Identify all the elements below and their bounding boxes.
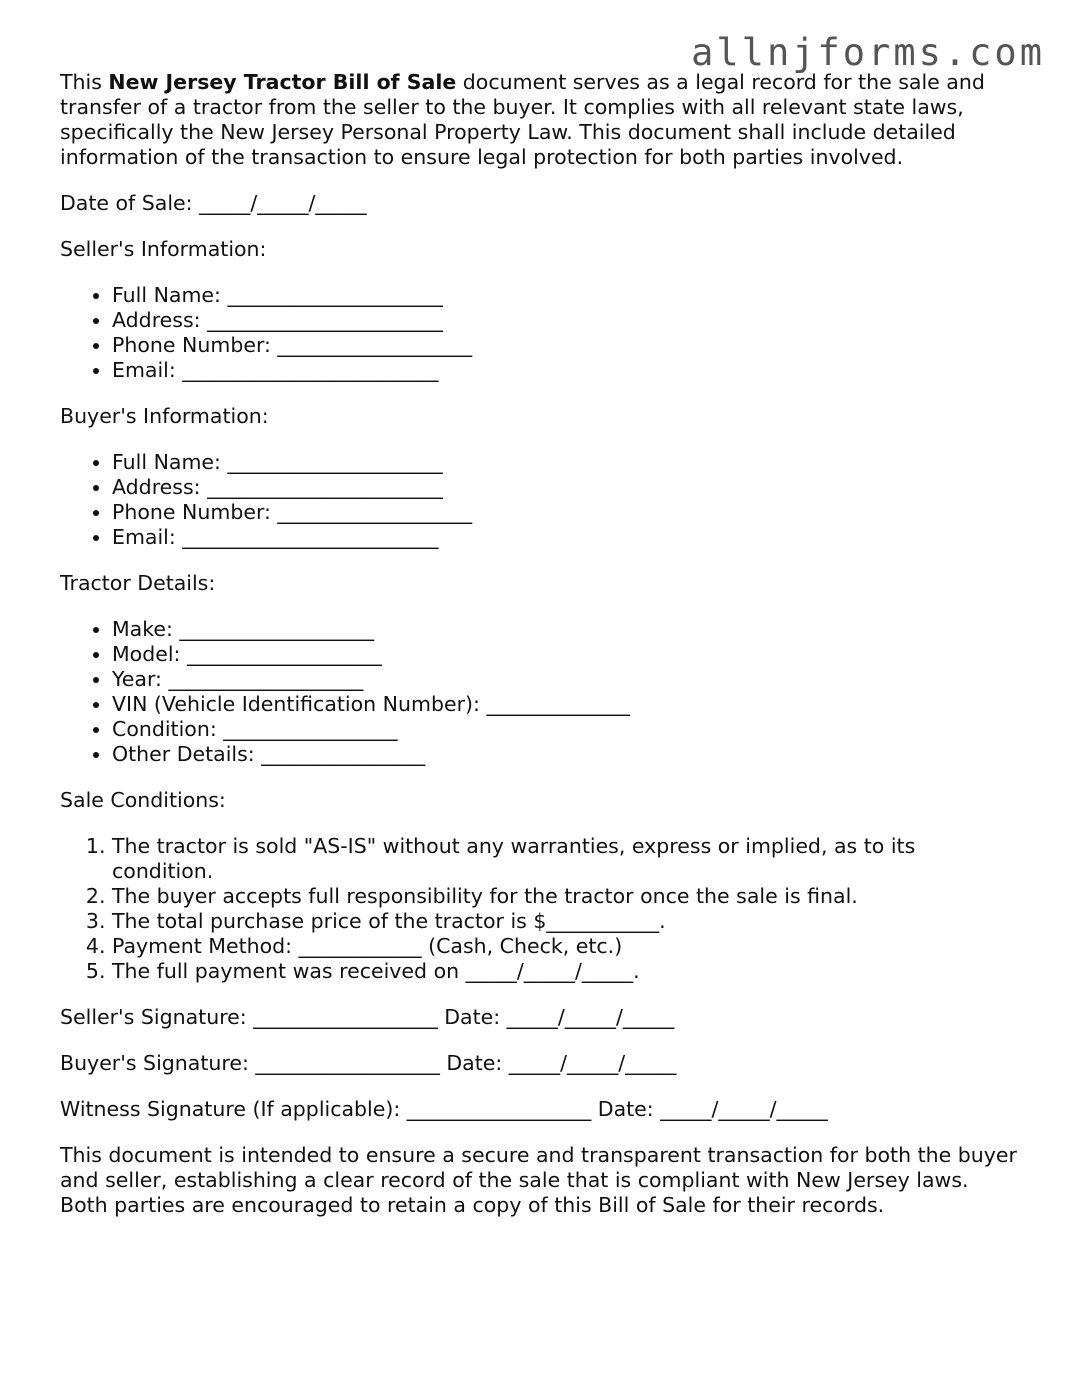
buyer-signature-line: Buyer's Signature: __________________ Date: _____/_____/_____	[60, 1051, 677, 1075]
seller-signature-line: Seller's Signature: __________________ Date: _____/_____/_____	[60, 1005, 675, 1029]
seller-info-list	[60, 283, 1020, 383]
tractor-make: • Make: ___________________	[112, 617, 1020, 642]
seller-phone: • Phone Number: ___________________	[112, 333, 1020, 358]
buyer-info-list	[60, 450, 1020, 550]
buyer-address: • Address: _______________________	[112, 475, 1020, 500]
tractor-model: • Model: ___________________	[112, 642, 1020, 667]
tractor-vin: • VIN (Vehicle Identification Number): ______________	[112, 692, 1020, 717]
sale-conditions-list	[60, 834, 1020, 984]
condition-price: 3. The total purchase price of the tractor is $___________.	[112, 909, 1020, 934]
document-body	[60, 70, 1020, 1239]
seller-email: • Email: _________________________	[112, 358, 1020, 383]
closing-paragraph: This document is intended to ensure a secure and transparent transaction for both the buyer and seller, establishing a clear record of the sale that is compliant with New Jersey laws. Both parties are encouraged to retain a copy of this Bill of Sale for their records.	[60, 1143, 1017, 1217]
intro-paragraph	[60, 70, 1020, 170]
date-of-sale: Date of Sale: _____/_____/_____	[60, 191, 367, 215]
tractor-year: • Year: ___________________	[112, 667, 1020, 692]
intro-prefix: This	[60, 70, 109, 94]
condition-responsibility: 2. The buyer accepts full responsibility for the tractor once the sale is final.	[112, 884, 1020, 909]
conditions-heading: Sale Conditions:	[60, 788, 226, 812]
intro-title: New Jersey Tractor Bill of Sale	[108, 70, 457, 94]
seller-full-name: • Full Name: _____________________	[112, 283, 1020, 308]
witness-signature-line: Witness Signature (If applicable): __________________ Date: _____/_____/_____	[60, 1097, 828, 1121]
intro-suffix: document serves as a legal record for the sale and transfer of a tractor from the seller to the buyer. It complies with all relevant state laws, specifically the New Jersey Personal Property Law. This document shall include detailed information of the transaction to ensure legal protection for both parties involved.	[60, 70, 985, 169]
condition-payment-method: 4. Payment Method: ____________ (Cash, Check, etc.)	[112, 934, 1020, 959]
tractor-details-list	[60, 617, 1020, 767]
seller-address: • Address: _______________________	[112, 308, 1020, 333]
buyer-phone: • Phone Number: ___________________	[112, 500, 1020, 525]
tractor-condition: • Condition: _________________	[112, 717, 1020, 742]
condition-payment-received: 5. The full payment was received on _____/_____/_____.	[112, 959, 1020, 984]
buyer-full-name: • Full Name: _____________________	[112, 450, 1020, 475]
seller-heading: Seller's Information:	[60, 237, 267, 261]
tractor-heading: Tractor Details:	[60, 571, 216, 595]
tractor-other-details: • Other Details: ________________	[112, 742, 1020, 767]
buyer-heading: Buyer's Information:	[60, 404, 269, 428]
buyer-email: • Email: _________________________	[112, 525, 1020, 550]
condition-as-is: 1. The tractor is sold "AS-IS" without any warranties, express or implied, as to its condition.	[112, 834, 1020, 884]
watermark: allnjforms.com	[691, 31, 1045, 74]
